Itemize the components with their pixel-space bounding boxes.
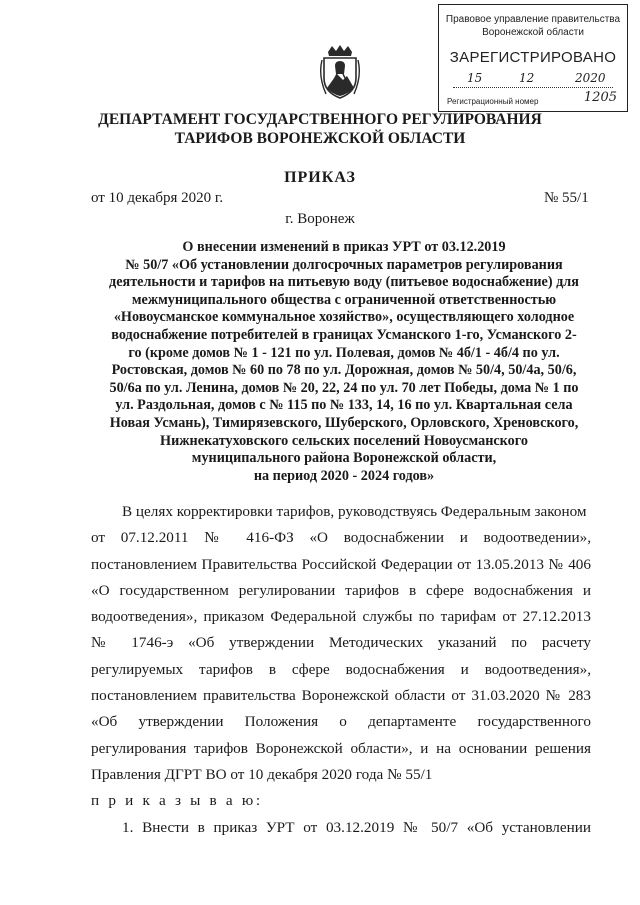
document-type: ПРИКАЗ xyxy=(284,169,356,186)
subject-line: Нижнекатуховского сельских поселений Новоусманского xyxy=(160,432,528,449)
body-line: постановлением правительства Воронежской области от 31.03.2020 № 283 xyxy=(91,687,591,705)
body-line: постановлением Правительства Российской Федерации от 13.05.2013 № 406 xyxy=(91,555,591,573)
subject-line: на период 2020 - 2024 годов» xyxy=(253,467,435,484)
prikazyvayu-word: п р и к а з ы в а ю: xyxy=(91,792,263,810)
body-line: водоотведения», приказом Федеральной службы по тарифам от 27.12.2013 xyxy=(91,608,591,626)
body-line: В целях корректировки тарифов, руководствуясь Федеральным законом xyxy=(122,503,587,520)
stamp-date xyxy=(453,71,613,88)
order-item-1: 1. Внести в приказ УРТ от 03.12.2019 № 50/7 «Об установлении xyxy=(122,818,591,836)
order-subject xyxy=(96,239,592,485)
stamp-registered-label: ЗАРЕГИСТРИРОВАНО xyxy=(449,49,617,66)
order-date: от 10 декабря 2020 г. xyxy=(91,190,224,206)
order-body xyxy=(91,499,591,841)
department-name-line1: ДЕПАРТАМЕНТ ГОСУДАРСТВЕННОГО РЕГУЛИРОВАНИЯ xyxy=(98,111,542,128)
department-name-line2: ТАРИФОВ ВОРОНЕЖСКОЙ ОБЛАСТИ xyxy=(174,130,466,147)
stamp-reg-number-row xyxy=(447,90,623,109)
stamp-day: 15 xyxy=(467,71,483,85)
body-line: «О государственном регулировании тарифов в сфере водоснабжения и xyxy=(91,581,591,599)
body-line: регулирования тарифов Воронежской области», и на основании решения xyxy=(91,739,591,757)
order-number: № 55/1 xyxy=(544,190,589,206)
body-line: «Об утверждении Положения о департаменте государственного xyxy=(91,713,591,731)
body-line: № 1746-э «Об утверждении Методических указаний по расчету xyxy=(91,634,591,652)
stamp-authority-line2: Воронежской области xyxy=(482,27,584,38)
subject-line: Новая Усмань), Тимирязевского, Шуберского, Орловского, Хреновского, xyxy=(109,414,579,431)
body-line: Правления ДГРТ ВО от 10 декабря 2020 года № 55/1 xyxy=(91,765,433,783)
subject-line: 50/6а по ул. Ленина, домов № 20, 22, 24 по ул. 70 лет Победы, дома № 1 по xyxy=(109,379,579,396)
subject-line: водоснабжение потребителей в границах Усманского 1-го, Усманского 2- xyxy=(111,326,577,343)
subject-line: деятельности и тарифов на питьевую воду (питьевое водоснабжение) для xyxy=(109,274,579,291)
stamp-reg-number: 1205 xyxy=(583,90,617,105)
subject-line: «Новоусманское коммунальное хозяйство», осуществляющего холодное xyxy=(113,309,575,326)
subject-line: го (кроме домов № 1 - 121 по ул. Полевая, домов № 4б/1 - 4б/4 по ул. xyxy=(128,344,560,361)
stamp-authority-line1: Правовое управление правительства xyxy=(445,14,621,25)
subject-line: № 50/7 «Об установлении долгосрочных параметров регулирования xyxy=(125,256,563,273)
body-line: регулируемых тарифов в сфере водоснабжения и водоотведения», xyxy=(91,660,591,678)
subject-line: муниципального района Воронежской области, xyxy=(191,450,497,467)
body-line: от 07.12.2011 № 416-ФЗ «О водоснабжении и водоотведении», xyxy=(91,529,591,547)
subject-line: Ростовская, домов № 60 по 78 по ул. Дорожная, домов № 50/4, 50/4а, 50/6, xyxy=(111,362,577,379)
registration-stamp xyxy=(438,4,628,112)
stamp-year: 2020 xyxy=(575,71,606,85)
order-city: г. Воронеж xyxy=(285,211,355,227)
subject-line: ул. Раздольная, домов с № 115 по № 133, 14, 16 по ул. Квартальная села xyxy=(115,397,573,414)
subject-line: межмуниципального общества с ограниченной ответственностью xyxy=(131,291,557,308)
stamp-reg-number-label: Регистрационный номер xyxy=(447,97,539,106)
subject-line: О внесении изменений в приказ УРТ от 03.12.2019 xyxy=(182,239,506,255)
voronezh-coat-of-arms-icon xyxy=(318,44,362,100)
stamp-month: 12 xyxy=(519,71,535,85)
